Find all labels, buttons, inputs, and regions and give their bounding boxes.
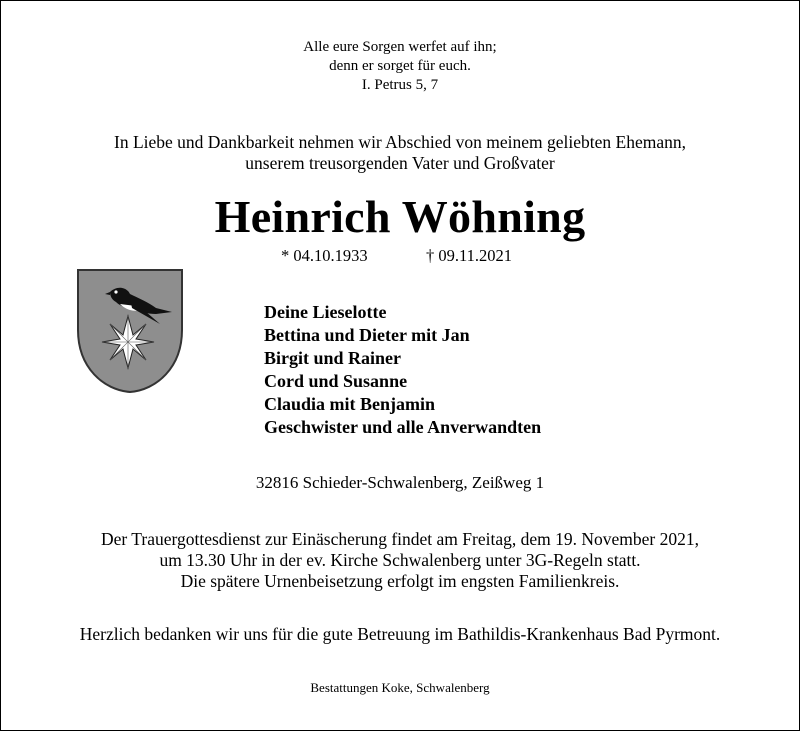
funeral-service-info [1, 529, 799, 592]
thanks-note: Herzlich bedanken wir uns für die gute Betreuung im Bathildis-Krankenhaus Bad Pyrmont. [79, 624, 721, 644]
birth-date: * 04.10.1933 [281, 246, 368, 265]
mourner-entry: Claudia mit Benjamin [264, 394, 436, 414]
verse-line: Alle eure Sorgen werfet auf ihn; [303, 39, 497, 55]
verse-reference: I. Petrus 5, 7 [361, 77, 439, 93]
bible-verse [1, 38, 799, 95]
deceased-name: Heinrich Wöhning [214, 191, 586, 242]
farewell-intro [1, 132, 799, 174]
service-line: um 13.30 Uhr in der ev. Kirche Schwalenberg unter 3G-Regeln statt. [159, 550, 641, 570]
mourner-entry: Birgit und Rainer [264, 348, 402, 368]
mourner-entry: Cord und Susanne [264, 371, 408, 391]
coat-of-arms-icon [76, 268, 184, 394]
service-line: Die spätere Urnenbeisetzung erfolgt im engsten Familienkreis. [180, 571, 620, 591]
mourner-entry: Geschwister und alle Anverwandten [264, 417, 542, 437]
service-line: Der Trauergottesdienst zur Einäscherung findet am Freitag, dem 19. November 2021, [101, 529, 699, 549]
mourner-entry: Bettina und Dieter mit Jan [264, 325, 470, 345]
intro-line: unserem treusorgenden Vater und Großvater [245, 153, 555, 173]
verse-line: denn er sorget für euch. [329, 58, 471, 74]
death-date: † 09.11.2021 [426, 246, 513, 265]
mourner-entry: Deine Lieselotte [264, 302, 387, 322]
undertaker-credit: Bestattungen Koke, Schwalenberg [310, 680, 490, 695]
mourners-list [264, 301, 541, 439]
intro-line: In Liebe und Dankbarkeit nehmen wir Abschied von meinem geliebten Ehemann, [114, 132, 686, 152]
family-address: 32816 Schieder-Schwalenberg, Zeißweg 1 [255, 473, 545, 492]
